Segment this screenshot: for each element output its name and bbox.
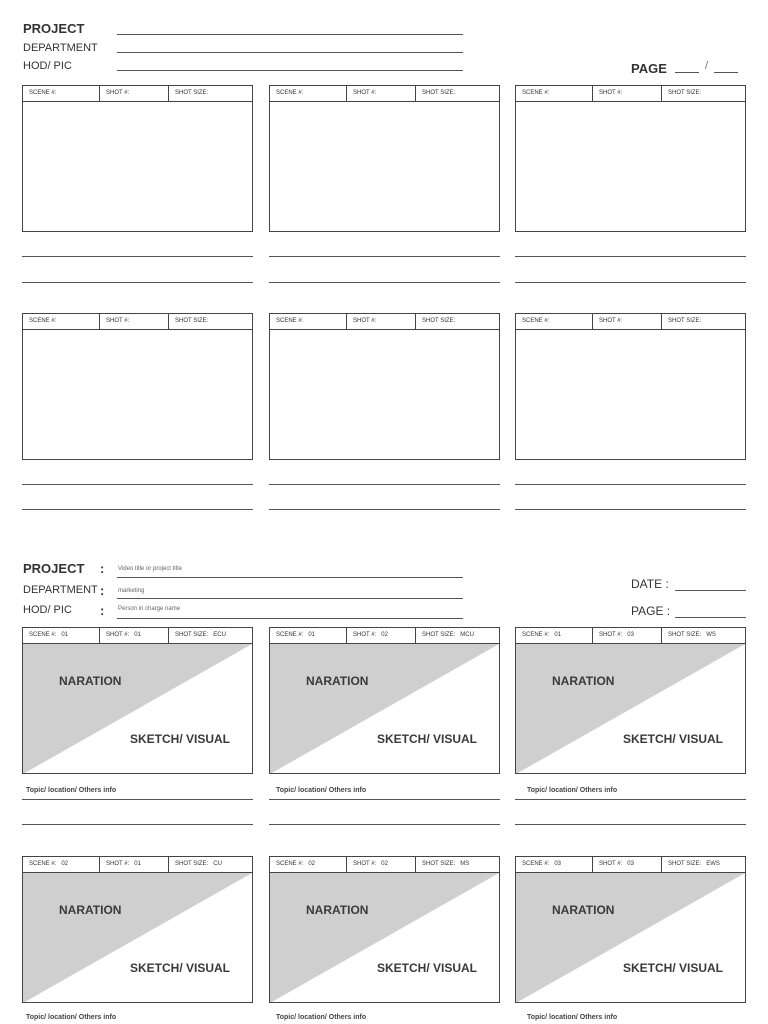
shot-size-value: CU — [213, 861, 222, 867]
project-label: PROJECT — [23, 21, 85, 36]
scene-field: SCENE #: 01 — [516, 628, 593, 643]
page-total-field[interactable] — [714, 72, 738, 73]
note-line[interactable] — [269, 509, 500, 510]
shot-size-field: SHOT SIZE: — [422, 90, 456, 96]
topic-label: Topic/ location/ Others info — [276, 787, 367, 794]
storyboard-frame[interactable] — [22, 627, 253, 774]
scene-value: 01 — [61, 632, 69, 638]
diagonal-split — [516, 873, 745, 1003]
frame-body — [270, 873, 499, 1003]
diagonal-split — [23, 873, 252, 1003]
department-label: DEPARTMENT — [23, 584, 98, 596]
shot-field: SHOT #: — [100, 314, 169, 329]
diagonal-split — [516, 644, 745, 774]
narration-area — [270, 873, 499, 1003]
department-field[interactable] — [117, 52, 463, 53]
note-line[interactable] — [22, 824, 253, 825]
narration-area — [23, 873, 252, 1003]
scene-field: SCENE #: 02 — [270, 857, 347, 872]
hod-label: HOD/ PIC — [23, 604, 72, 616]
project-field[interactable] — [117, 34, 463, 35]
shot-size-value: ECU — [213, 632, 226, 638]
scene-value: 01 — [554, 632, 562, 638]
topic-label: Topic/ location/ Others info — [527, 1014, 618, 1021]
hod-field[interactable] — [117, 70, 463, 71]
note-line[interactable] — [269, 484, 500, 485]
scene-field: SCENE #: 01 — [270, 628, 347, 643]
topic-label: Topic/ location/ Others info — [26, 787, 117, 794]
shot-field: SHOT #: — [347, 314, 416, 329]
shot-size-field: SHOT SIZE: — [668, 90, 702, 96]
diagonal-split — [270, 873, 499, 1003]
note-line[interactable] — [269, 799, 500, 800]
narration-area — [516, 873, 745, 1003]
note-line[interactable] — [269, 256, 500, 257]
shot-field: SHOT #: 02 — [347, 628, 416, 643]
frame-body — [270, 644, 499, 774]
project-label: PROJECT — [23, 561, 85, 576]
note-line[interactable] — [515, 282, 746, 283]
shot-field: SHOT #: 03 — [593, 857, 662, 872]
topic-label: Topic/ location/ Others info — [527, 787, 618, 794]
storyboard-frame[interactable] — [269, 856, 500, 1003]
narration-area — [270, 644, 499, 774]
note-line[interactable] — [22, 282, 253, 283]
frame-header — [516, 628, 745, 644]
hod-hint: Person in charge name — [118, 606, 181, 612]
sketch-visual-label: SKETCH/ VISUAL — [129, 961, 230, 975]
shot-field: SHOT #: — [347, 86, 416, 101]
shot-size-value: WS — [706, 632, 716, 638]
diagonal-split — [23, 644, 252, 774]
shot-size-value: MS — [460, 861, 470, 867]
sketch-visual-label: SKETCH/ VISUAL — [622, 732, 723, 746]
frame-body — [23, 644, 252, 774]
shot-value: 02 — [381, 632, 388, 638]
page-label: PAGE : — [631, 604, 671, 618]
shot-size-value: EWS — [706, 861, 720, 867]
scene-value: 01 — [308, 632, 316, 638]
shot-field: SHOT #: 01 — [100, 857, 169, 872]
narration-label: NARATION — [552, 674, 615, 688]
note-line[interactable] — [515, 824, 746, 825]
narration-label: NARATION — [306, 674, 369, 688]
shot-field: SHOT #: — [593, 314, 662, 329]
scene-field: SCENE #: — [516, 314, 593, 329]
note-line[interactable] — [515, 256, 746, 257]
topic-label: Topic/ location/ Others info — [26, 1014, 117, 1021]
page-field[interactable] — [675, 617, 746, 618]
shot-value: 01 — [134, 861, 141, 867]
topic-label: Topic/ location/ Others info — [276, 1014, 367, 1021]
narration-area — [23, 644, 252, 774]
note-line[interactable] — [515, 799, 746, 800]
department-field[interactable] — [117, 598, 463, 599]
scene-field: SCENE #: — [270, 314, 347, 329]
page-number-field[interactable] — [675, 72, 699, 73]
note-line[interactable] — [515, 509, 746, 510]
department-label: DEPARTMENT — [23, 42, 98, 54]
frame-body — [516, 644, 745, 774]
colon: : — [100, 561, 105, 576]
shot-size-field: SHOT SIZE: MCU — [422, 632, 474, 638]
frame-header — [23, 857, 252, 873]
scene-value: 02 — [61, 861, 69, 867]
shot-size-field: SHOT SIZE: MS — [422, 861, 470, 867]
blank-frame[interactable] — [515, 313, 746, 460]
blank-frame[interactable] — [22, 85, 253, 232]
blank-frame[interactable] — [515, 85, 746, 232]
page-separator: / — [705, 60, 709, 72]
shot-size-field: SHOT SIZE: EWS — [668, 861, 720, 867]
note-line[interactable] — [269, 824, 500, 825]
colon: : — [100, 583, 105, 598]
storyboard-frame[interactable] — [22, 856, 253, 1003]
note-line[interactable] — [515, 484, 746, 485]
frame-header — [516, 857, 745, 873]
shot-size-field: SHOT SIZE: — [668, 318, 702, 324]
narration-label: NARATION — [306, 903, 369, 917]
date-field[interactable] — [675, 590, 746, 591]
sketch-visual-label: SKETCH/ VISUAL — [622, 961, 723, 975]
date-label: DATE : — [631, 577, 669, 591]
hod-label: HOD/ PIC — [23, 60, 72, 72]
shot-field: SHOT #: 03 — [593, 628, 662, 643]
narration-label: NARATION — [59, 903, 122, 917]
department-hint: marketing — [118, 588, 145, 594]
note-line[interactable] — [22, 799, 253, 800]
scene-field: SCENE #: 03 — [516, 857, 593, 872]
shot-value: 01 — [134, 632, 141, 638]
frame-header — [270, 628, 499, 644]
note-line[interactable] — [22, 256, 253, 257]
narration-area — [516, 644, 745, 774]
diagonal-split — [270, 644, 499, 774]
sketch-visual-label: SKETCH/ VISUAL — [376, 732, 477, 746]
sketch-visual-label: SKETCH/ VISUAL — [376, 961, 477, 975]
storyboard-frame[interactable] — [515, 627, 746, 774]
colon: : — [100, 603, 105, 618]
project-field[interactable] — [117, 577, 463, 578]
shot-size-field: SHOT SIZE: — [175, 318, 209, 324]
storyboard-frame[interactable] — [515, 856, 746, 1003]
scene-value: 02 — [308, 861, 316, 867]
shot-size-field: SHOT SIZE: — [175, 90, 209, 96]
scene-value: 03 — [554, 861, 562, 867]
hod-field[interactable] — [117, 618, 463, 619]
shot-size-field: SHOT SIZE: CU — [175, 861, 222, 867]
page-label: PAGE — [631, 61, 667, 76]
shot-value: 03 — [627, 632, 634, 638]
blank-frame[interactable] — [269, 85, 500, 232]
scene-field: SCENE #: — [516, 86, 593, 101]
note-line[interactable] — [269, 282, 500, 283]
storyboard-frame[interactable] — [269, 627, 500, 774]
note-line[interactable] — [22, 509, 253, 510]
shot-value: 02 — [381, 861, 388, 867]
shot-field: SHOT #: — [593, 86, 662, 101]
scene-field: SCENE #: — [23, 314, 100, 329]
frame-header — [23, 628, 252, 644]
frame-body — [516, 873, 745, 1003]
narration-label: NARATION — [552, 903, 615, 917]
sketch-visual-label: SKETCH/ VISUAL — [129, 732, 230, 746]
shot-size-value: MCU — [460, 632, 474, 638]
frame-body — [23, 873, 252, 1003]
note-line[interactable] — [22, 484, 253, 485]
project-hint: Video title or project title — [118, 566, 182, 572]
shot-size-field: SHOT SIZE: — [422, 318, 456, 324]
blank-frame[interactable] — [269, 313, 500, 460]
shot-field: SHOT #: — [100, 86, 169, 101]
narration-label: NARATION — [59, 674, 122, 688]
scene-field: SCENE #: — [23, 86, 100, 101]
frame-header — [270, 857, 499, 873]
shot-size-field: SHOT SIZE: ECU — [175, 632, 226, 638]
shot-field: SHOT #: 02 — [347, 857, 416, 872]
scene-field: SCENE #: 02 — [23, 857, 100, 872]
scene-field: SCENE #: 01 — [23, 628, 100, 643]
scene-field: SCENE #: — [270, 86, 347, 101]
shot-size-field: SHOT SIZE: WS — [668, 632, 716, 638]
shot-field: SHOT #: 01 — [100, 628, 169, 643]
blank-frame[interactable] — [22, 313, 253, 460]
shot-value: 03 — [627, 861, 634, 867]
